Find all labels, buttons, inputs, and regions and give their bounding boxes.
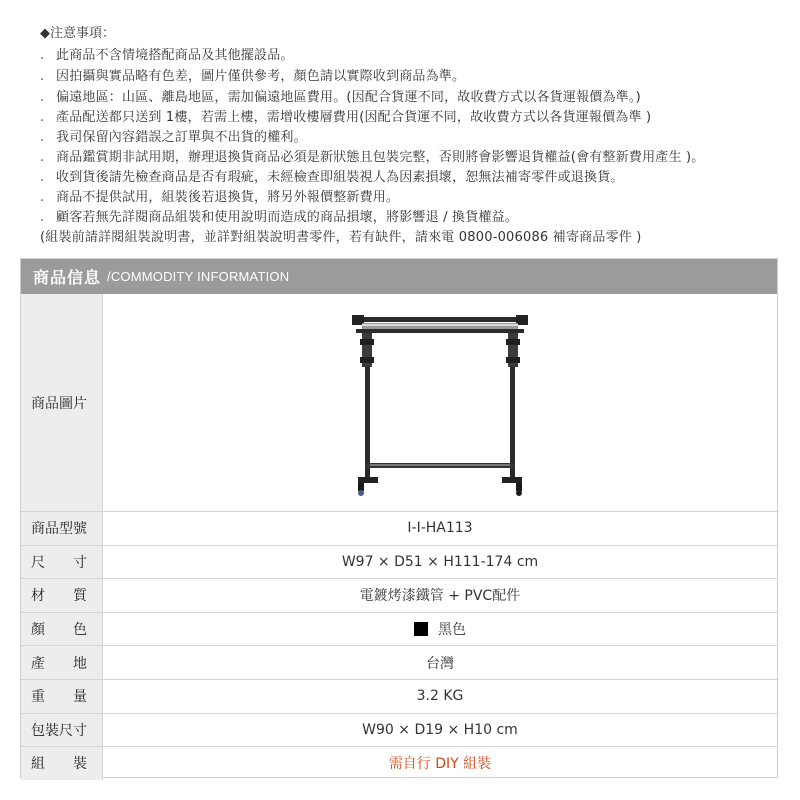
image-row: [21, 294, 777, 511]
bullet-dot: .: [40, 170, 45, 185]
bullet-dot: .: [40, 190, 45, 205]
bullet-dot: .: [40, 150, 45, 165]
image-label: 商品圖片: [21, 294, 103, 511]
bullet-dot: .: [40, 210, 45, 225]
note-text: 收到貨後請先檢查商品是否有瑕疵，未經檢查即組裝視人為因素損壞，恕無法補寄零件或退換貨。: [56, 170, 624, 185]
bullet-dot: .: [40, 48, 45, 63]
bullet-dot: .: [40, 110, 45, 125]
notes-footnote: (組裝前請詳閱組裝說明書，並詳對組裝說明書零件，若有缺件，請來電 0800-006086 補寄商品零件 ): [40, 230, 642, 245]
product-image-cell: [103, 294, 777, 511]
spec-value: 3.2 KG: [416, 688, 464, 705]
note-item: [40, 126, 307, 145]
note-text: 商品鑑賞期非試用期，辦理退換貨商品必須是新狀態且包裝完整，否則將會影響退貨權益(會有整新費用產生 )。: [56, 150, 705, 165]
info-header: [21, 259, 777, 294]
spec-row-material: [21, 578, 777, 612]
spec-row-model: [21, 511, 777, 545]
spec-row-origin: [21, 645, 777, 679]
note-text: 因拍攝與實品略有色差，圖片僅供參考，顏色請以實際收到商品為準。: [56, 69, 466, 84]
spec-value-cell: [103, 613, 777, 646]
note-text: 此商品不含情境搭配商品及其他擺設品。: [56, 48, 294, 63]
spec-label: 尺 寸: [21, 546, 103, 579]
bullet-dot: .: [40, 130, 45, 145]
note-item: [40, 186, 399, 205]
spec-label: 組 裝: [21, 747, 103, 780]
spec-value: I-I-HA113: [407, 520, 473, 537]
spec-label: 重 量: [21, 680, 103, 713]
spec-row-color: [21, 612, 777, 646]
spec-value: W97 × D51 × H111-174 cm: [341, 553, 539, 570]
spec-row-weight: [21, 679, 777, 713]
spec-value: 黑色: [438, 622, 466, 639]
spec-label: 包裝尺寸: [21, 714, 103, 747]
note-item: [40, 65, 465, 84]
note-text: 顧客若無先詳閱商品組裝和使用說明而造成的商品損壞，將影響退 / 換貨權益。: [56, 210, 519, 225]
note-text: 偏遠地區：山區、離島地區，需加偏遠地區費用。(因配合貨運不同，故收費方式以各貨運報價為準。): [56, 90, 641, 105]
spec-value: W90 × D19 × H10 cm: [362, 721, 518, 738]
spec-label: 產 地: [21, 646, 103, 679]
note-item: [40, 166, 624, 185]
note-text: 產品配送都只送到 1樓，若需上樓，需增收樓層費用(因配合貨運不同，故收費方式以各貨運報價為準 ): [56, 110, 652, 125]
spec-label: 材 質: [21, 579, 103, 612]
spec-row-assembly: [21, 746, 777, 780]
spec-value: 需自行 DIY 組裝: [388, 756, 492, 773]
spec-row-size: [21, 545, 777, 579]
note-text: 商品不提供試用，組裝後若退換貨，將另外報價整新費用。: [56, 190, 400, 205]
info-title-en: /COMMODITY INFORMATION: [107, 269, 290, 284]
bullet-dot: .: [40, 90, 45, 105]
note-item: [40, 146, 704, 165]
note-item: [40, 86, 641, 105]
note-item: [40, 206, 518, 225]
spec-label: 商品型號: [21, 512, 103, 545]
note-item: [40, 44, 294, 63]
notes-header: ◆注意事項：: [40, 26, 115, 41]
spec-row-package-size: [21, 713, 777, 747]
note-text: 我司保留內容錯誤之訂單與不出貨的權利。: [56, 130, 307, 145]
info-title: 商品信息: [33, 268, 102, 287]
commodity-info-table: [20, 258, 778, 778]
bullet-dot: .: [40, 69, 45, 84]
color-swatch: [414, 622, 428, 636]
product-image: [340, 303, 540, 503]
spec-value: 電鍍烤漆鐵管 + PVC配件: [359, 588, 521, 605]
spec-value: 台灣: [426, 655, 454, 672]
note-item: [40, 106, 651, 125]
spec-label: 顏 色: [21, 613, 103, 646]
